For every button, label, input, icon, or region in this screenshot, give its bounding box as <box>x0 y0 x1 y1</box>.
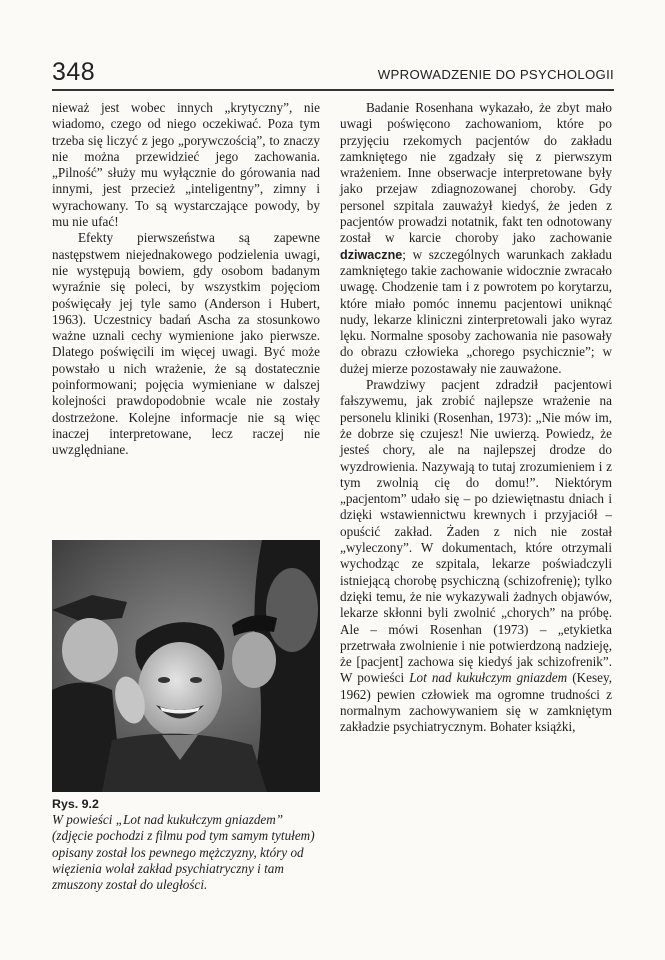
figure-label: Rys. 9.2 <box>52 797 99 811</box>
caption-text-end: (zdjęcie pochodzi z filmu pod tym samym tytułem) opisany został los pewnego mężczyzny, który od więzienia wolał zakład psychiatryczny i tam zmuszony został do uległości. <box>52 828 315 893</box>
film-still-photo <box>52 540 320 792</box>
figure-caption <box>52 812 320 893</box>
right-column <box>340 100 612 736</box>
film-still-illustration <box>52 540 320 792</box>
paragraph-continued: nieważ jest wobec innych „krytyczny”, nie wiadomo, czego od niego oczekiwać. Poza tym trzeba się liczyć z jego „porywczością”, to znaczy nie można przewidzieć jego zachowania. „Pilność” służy mu wyłącznie do górowania nad innymi, jest przecież „inteligentny”, zimny i wyrachowany. To są wystarczające powody, by mu nie ufać! <box>52 100 320 230</box>
paragraph-text: ; w szczególnych warunkach zakładu zamkniętego takie zachowanie widocznie zwracało uwagę. Chodzenie tam i z powrotem po korytarzu, które miało pomóc innemu pacjentowi uniknąć nudy, lekarze kliniczni zinterpretowali jako wyraz lęku. Normalne sposoby zachowania nie pasowały do obrazu człowieka „chorego psychicznie”; w dużej mierze pozostawały nie zauważone. <box>340 246 612 376</box>
paragraph-real-patient <box>340 377 612 736</box>
caption-text: W powieści <box>52 812 116 827</box>
paragraph-primacy-effects: Efekty pierwszeństwa są zapewne następstwem niejednakowego podzielenia uwagi, nie występują bowiem, gdy osobom badanym wyraźnie się poleci, by wszystkim pojęciom poświęcały jej tyle samo (Anderson i Hubert, 1963). Uczestnicy badań Ascha za stosunkowo ważne uznali cechy wymienione jako pierwsze. Dlatego poświęcili im więcej uwagi. Być może powstało u nich wrażenie, że są dostatecznie poinformowani; pojęcia wymieniane w dalszej kolejności prawdopodobnie wcale nie zostały dostrzeżone. Kolejne informacje nie są więc inaczej interpretowane, lecz raczej nie uwzględniane. <box>52 230 320 458</box>
paragraph-rosenhan-study <box>340 100 612 377</box>
novel-title: Lot nad kukułczym gniazdem <box>409 670 568 686</box>
key-term-dziwaczne: dziwaczne <box>340 247 403 262</box>
running-section-title: WPROWADZENIE DO PSYCHOLOGII <box>377 67 614 82</box>
page-number: 348 <box>52 58 96 86</box>
paragraph-text: Prawdziwy pacjent zdradził pacjentowi fałszywemu, jak zrobić najlepsze wrażenie na personelu kliniki (Rosenhan, 1973): „Nie mów im, że dobrze się czujesz! Nie uwierzą. Powiedz, że jesteś chory, ale na najlepszej drodze do wyzdrowienia. Nazywają to tutaj zrozumieniem i z tym zwolnią cię do domu!”. Niektórym „pacjentom” udało się – po dziewiętnastu dniach i dzięki wstawiennictwu krewnych i przyjaciół – opuścić zakład. Żaden z nich nie został „wyleczony”. W dokumentach, które otrzymali wychodząc ze szpitala, lekarze poświadczyli istniejącą chorobę psychiczną (schizofrenię); tylko dzięki temu, że nie wykazywali żadnych objawów, lekarze skłonni byli zwolnić „chorych” na próbę. Ale – mówi Rosenhan (1973) – „etykietka przetrwała zwolnienie i nie potwierdzoną nadzieję, że [pacjent] zachowa się kiedyś jak schizofrenik”. W powieści <box>340 377 612 686</box>
paragraph-text: (Kesey, 1962) pewien człowiek ma ogromne trudności z normalnym zachowywaniem się w zamkniętym zakładzie psychiatrycznym. Bohater książki, <box>340 670 613 735</box>
header-rule <box>52 89 614 91</box>
caption-film-title: „Lot nad kukułczym gniazdem” <box>115 812 284 827</box>
paragraph-text: Badanie Rosenhana wykazało, że zbyt mało uwagi poświęcono zachowaniom, które po przyjęciu rzekomych pacjentów do zakładu zamkniętego nie zgadzały się z pierwszym wrażeniem. Inne obserwacje interpretowane były jako przejaw zdiagnozowanej choroby. Gdy personel szpitala zauważył kiedyś, że jeden z pacjentów prowadzi notatnik, fakt ten odnotowany został w karcie choroby jako zachowanie <box>340 100 612 246</box>
page-header <box>52 58 614 90</box>
left-column <box>52 100 320 459</box>
